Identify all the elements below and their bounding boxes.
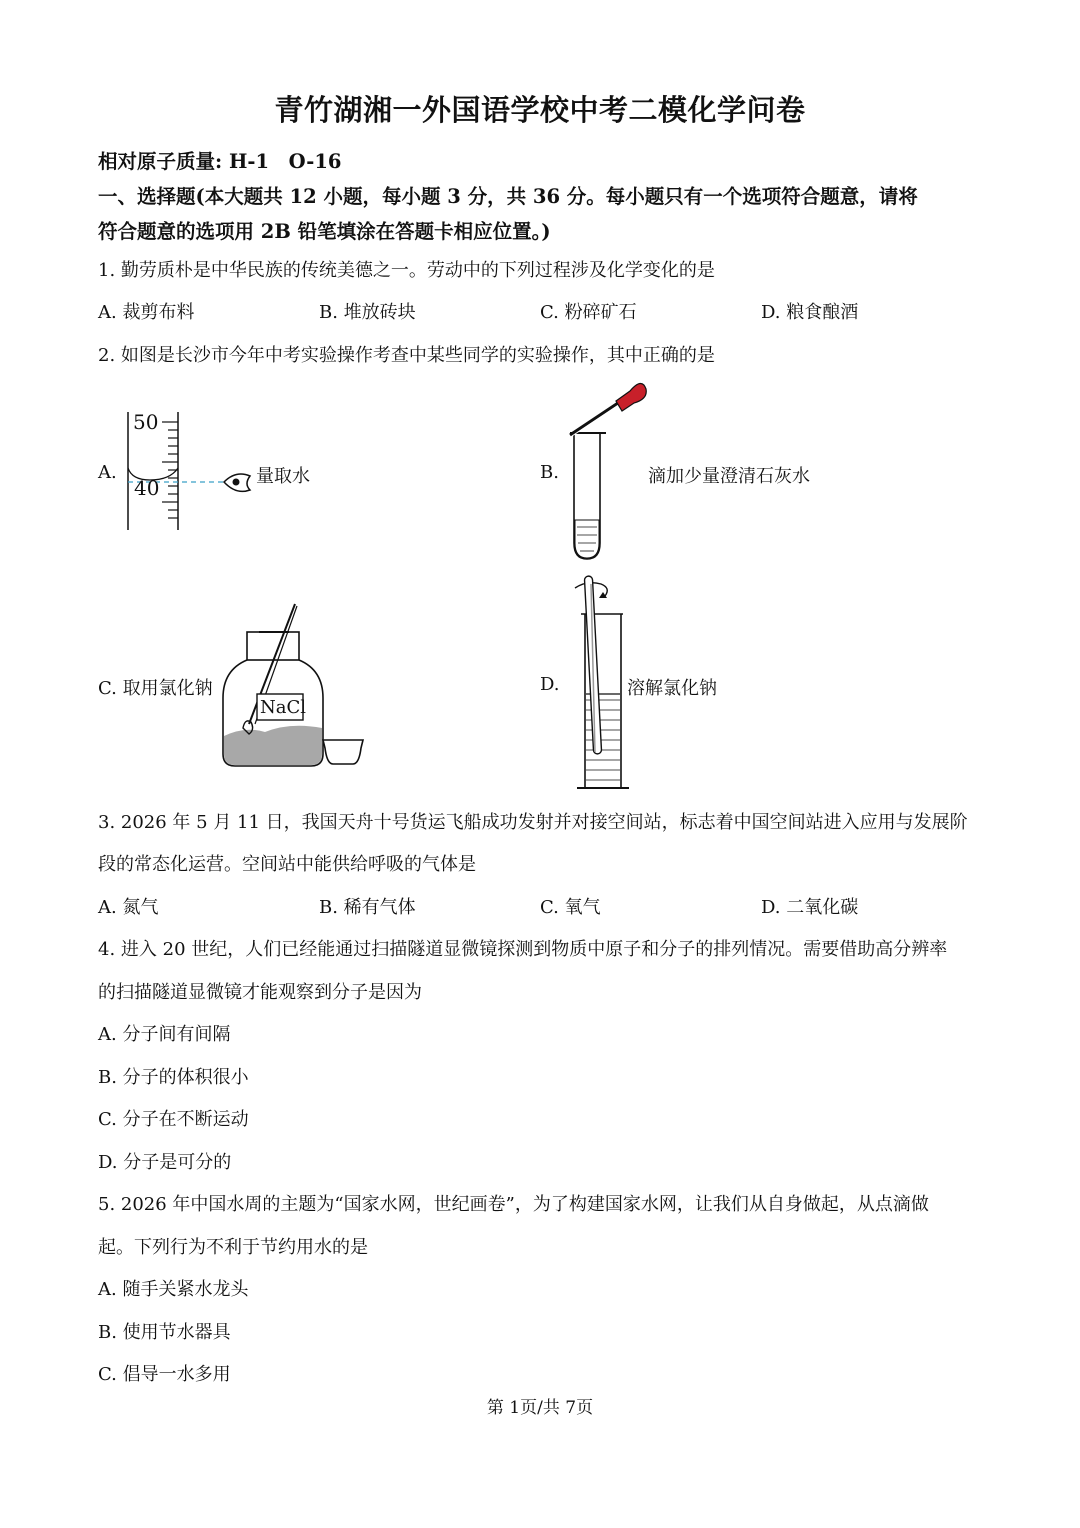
section-heading-line2: 符合题意的选项用 2B 铅笔填涂在答题卡相应位置。) [98,220,551,243]
q4-option-d: D. 分子是可分的 [98,1152,232,1173]
q4-option-b: B. 分子的体积很小 [98,1067,249,1088]
page-footer: 第 1页/共 7页 [486,1398,594,1418]
q4-option-a: A. 分子间有间隔 [98,1024,231,1045]
cylinder-tick-50: 50 [133,410,159,434]
q3-option-d: D. 二氧化碳 [761,897,859,918]
q3-option-a: A. 氮气 [98,897,159,918]
nacl-bottle-figure [215,598,370,773]
stirring-cylinder-figure [565,570,635,798]
q1-option-c: C. 粉碎矿石 [540,302,637,323]
q2-fig-b-letter: B. [540,462,559,483]
q3-stem-line1: 3. 2026 年 5 月 11 日，我国天舟十号货运飞船成功发射并对接空间站，标志着中国空间站进入应用与发展阶 [98,812,968,833]
q2-fig-b-caption: 滴加少量澄清石灰水 [648,466,810,487]
dropper-test-tube-figure [560,375,660,565]
q3-stem-line2: 段的常态化运营。空间站中能供给呼吸的气体是 [98,854,476,875]
q2-fig-c-label: C. 取用氯化钠 [98,678,213,699]
q3-option-c: C. 氧气 [540,897,601,918]
q1-option-b: B. 堆放砖块 [319,302,416,323]
q2-fig-d-caption: 溶解氯化钠 [627,678,717,699]
q4-option-c: C. 分子在不断运动 [98,1109,249,1130]
q2-stem: 2. 如图是长沙市今年中考实验操作考查中某些同学的实验操作，其中正确的是 [98,345,715,366]
nacl-bottle-label: NaCl [260,697,307,718]
q2-fig-a-caption: 量取水 [256,466,310,487]
q1-option-d: D. 粮食酿酒 [761,302,859,323]
cylinder-tick-40: 40 [134,476,160,500]
q2-fig-a-letter: A. [98,462,117,483]
q2-fig-d-letter: D. [540,674,560,695]
q3-option-b: B. 稀有气体 [319,897,416,918]
q5-option-c: C. 倡导一水多用 [98,1364,231,1385]
q1-stem: 1. 勤劳质朴是中华民族的传统美德之一。劳动中的下列过程涉及化学变化的是 [98,260,715,281]
q5-option-b: B. 使用节水器具 [98,1322,231,1343]
q5-stem-line2: 起。下列行为不利于节约用水的是 [98,1237,368,1258]
q5-option-a: A. 随手关紧水龙头 [98,1279,249,1300]
q5-stem-line1: 5. 2026 年中国水周的主题为“国家水网，世纪画卷”，为了构建国家水网，让我们从自身做起，从点滴做 [98,1194,929,1215]
atomic-mass-line: 相对原子质量: H-1 O-16 [98,150,342,173]
page-title: 青竹湖湘一外国语学校中考二模化学问卷 [274,93,806,127]
section-heading-line1: 一、选择题(本大题共 12 小题，每小题 3 分，共 36 分。每小题只有一个选项符合题意，请将 [98,185,918,208]
q4-stem-line2: 的扫描隧道显微镜才能观察到分子是因为 [98,982,422,1003]
q1-option-a: A. 裁剪布料 [98,302,195,323]
q4-stem-line1: 4. 进入 20 世纪，人们已经能通过扫描隧道显微镜探测到物质中原子和分子的排列情况。需要借助高分辨率 [98,939,948,960]
